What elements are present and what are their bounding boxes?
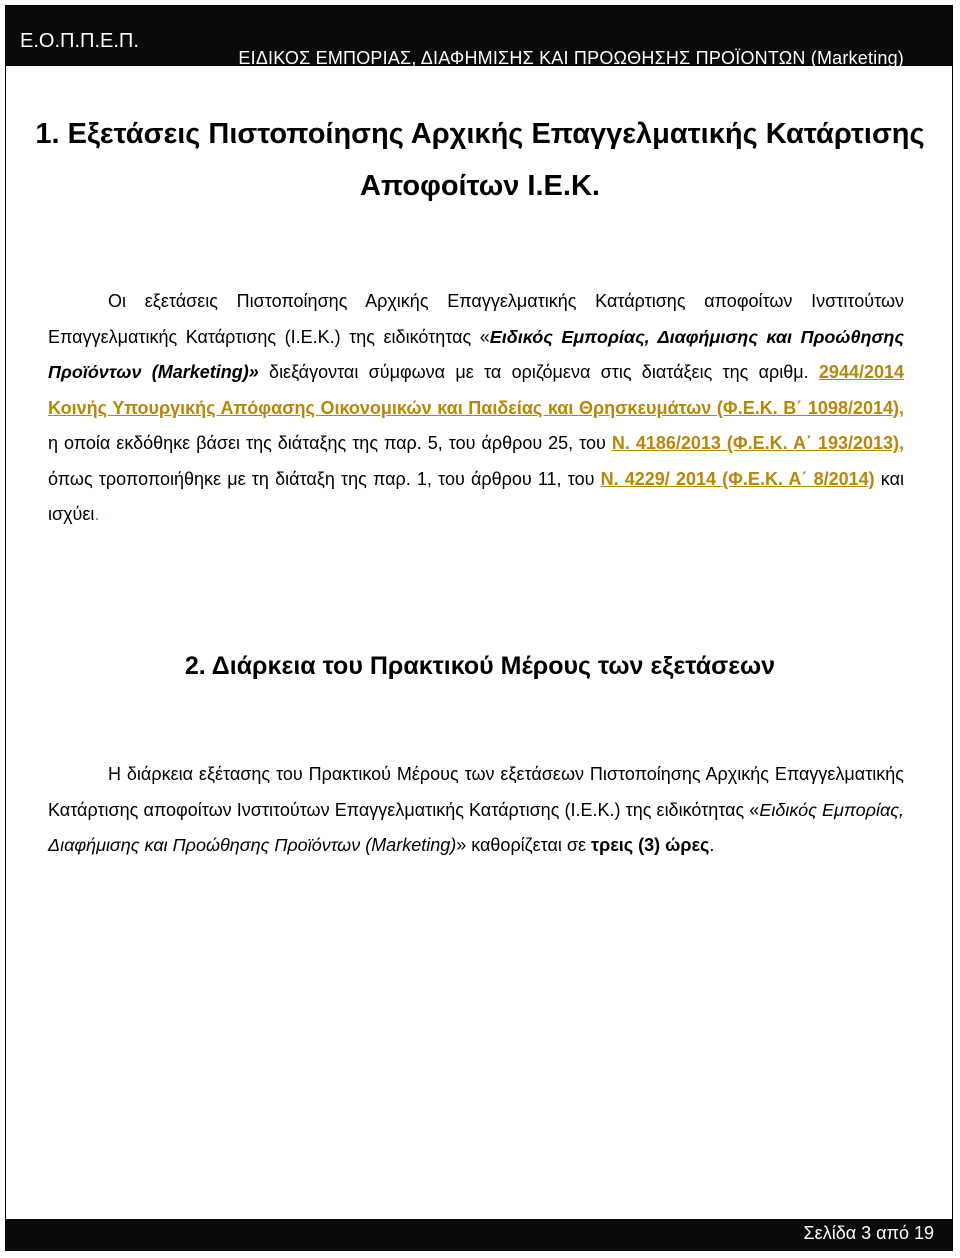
organization-name: Ε.Ο.Π.Π.Ε.Π.: [20, 30, 139, 52]
header-title: ΕΙΔΙΚΟΣ ΕΜΠΟΡΙΑΣ, ΔΙΑΦΗΜΙΣΗΣ ΚΑΙ ΠΡΟΩΘΗΣΗΣ ΠΡΟΪΟΝΤΩΝ (Marketing): [238, 48, 904, 68]
specialty-name: Ειδικός Εμπορίας, Διαφήμισης και Προώθησης Προϊόντων (Marketing): [48, 799, 904, 855]
section2-paragraph: Η διάρκεια εξέτασης του Πρακτικού Μέρους των εξετάσεων Πιστοποίησης Αρχικής Επαγγελματικής Κατάρτισης αποφοίτων Ινστιτούτων Επαγγελματικής Κατάρτισης (Ι.Ε.Κ.) της ειδικότητας «Ειδικός Εμπορίας, Διαφήμισης και Προώθησης Προϊόντων (Marketing)» καθορίζεται σε τρεις (3) ώρες.: [48, 764, 904, 855]
specialty-name: Ειδικός Εμπορίας, Διαφήμισης και Προώθησης Προϊόντων (Marketing)»: [48, 326, 904, 382]
page-number: Σελίδα 3 από 19: [803, 1223, 934, 1243]
law-reference-link[interactable]: 2944/2014 Κοινής Υπουργικής Απόφασης Οικονομικών και Παιδείας και Θρησκευμάτων (Φ.Ε.Κ. Β΄ 1098/2014),: [48, 362, 905, 418]
section2-heading: 2. Διάρκεια του Πρακτικού Μέρους των εξετάσεων: [184, 652, 776, 680]
law-reference-link[interactable]: Ν. 4229/ 2014 (Φ.Ε.Κ. Α΄ 8/2014): [600, 468, 875, 489]
section1-heading-line2: Αποφοίτων Ι.Ε.Κ.: [360, 170, 600, 202]
exam-duration: τρεις (3) ώρες: [591, 835, 710, 855]
page-footer: [6, 1219, 952, 1251]
page-header: [6, 6, 952, 66]
section1-heading-line1: 1. Εξετάσεις Πιστοποίησης Αρχικής Επαγγελματικής Κατάρτισης: [35, 118, 925, 150]
law-reference-link[interactable]: Ν. 4186/2013 (Φ.Ε.Κ. Α΄ 193/2013),: [611, 433, 905, 453]
section1-paragraph: Οι εξετάσεις Πιστοποίησης Αρχικής Επαγγελματικής Κατάρτισης αποφοίτων Ινστιτούτων Επαγγελματικής Κατάρτισης (Ι.Ε.Κ.) της ειδικότητας «Ειδικός Εμπορίας, Διαφήμισης και Προώθησης Προϊόντων (Marketing)» διεξάγονται σύμφωνα με τα οριζόμενα στις διατάξεις της αριθμ. 2944/2014 Κοινής Υπουργικής Απόφασης Οικονομικών και Παιδείας και Θρησκευμάτων (Φ.Ε.Κ. Β΄ 1098/2014), η οποία εκδόθηκε βάσει της διάταξης της παρ. 5, του άρθρου 25, του Ν. 4186/2013 (Φ.Ε.Κ. Α΄ 193/2013), όπως τροποποιήθηκε με τη διάταξη της παρ. 1, του άρθρου 11, του Ν. 4229/ 2014 (Φ.Ε.Κ. Α΄ 8/2014) και ισχύει.: [48, 291, 905, 524]
